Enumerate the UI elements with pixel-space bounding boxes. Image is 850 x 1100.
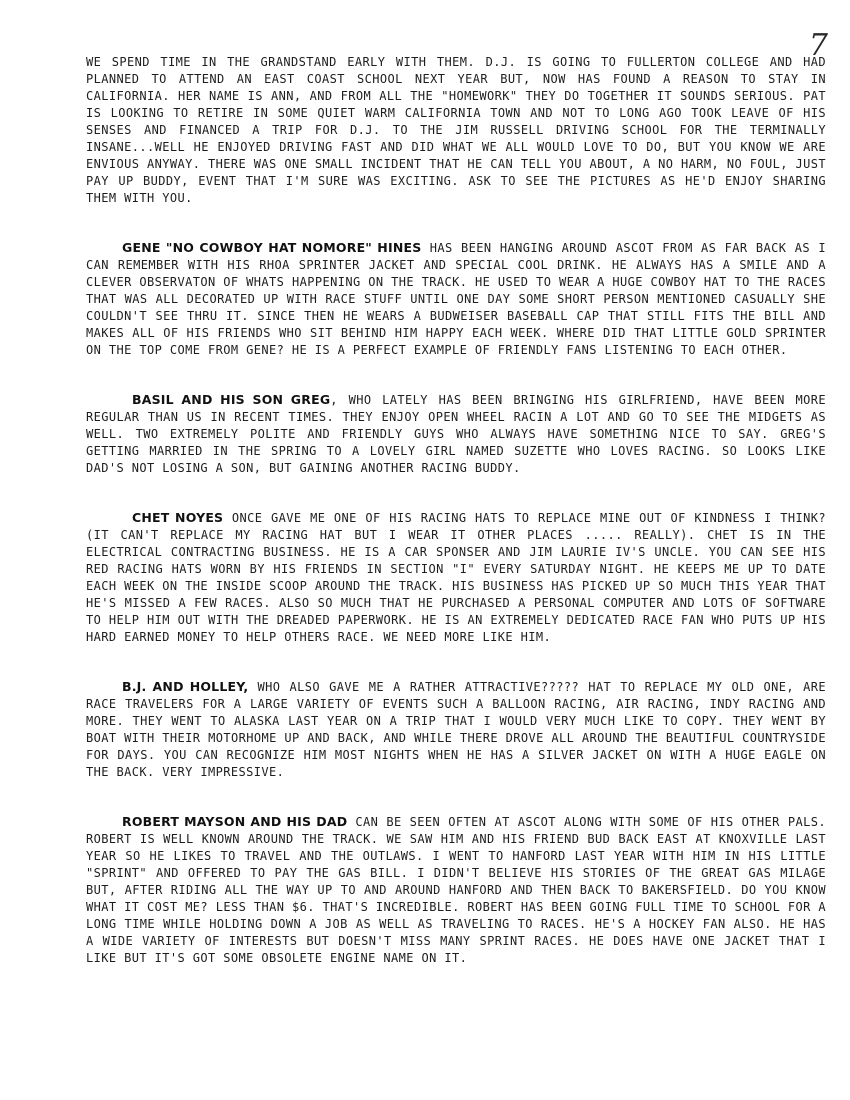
person-name-bj-holley: B.J. AND HOLLEY, [122,679,249,694]
paragraph-basil-greg [86,391,826,477]
person-name-chet-noyes: CHET NOYES [132,510,224,525]
paragraph-dj-pat [86,54,826,207]
paragraph-text: ONCE GAVE ME ONE OF HIS RACING HATS TO REPLACE MINE OUT OF KINDNESS I THINK? (IT CAN'T REPLACE MY RACING HAT BUT I WEAR IT OTHER PLACES ..... REALLY). CHET IS IN THE ELECTRICAL CONTRACTING BUSINESS. HE IS A CAR SPONSER AND JIM LAURIE IV'S UNCLE. YOU CAN SEE HIS RED RACING HATS WORN BY HIS FRIENDS IN SECTION "I" EVERY SATURDAY NIGHT. HE KEEPS ME UP TO DATE EACH WEEK ON THE INSIDE SCOOP AROUND THE TRACK. HIS BUSINESS HAS PICKED UP SO MUCH THIS YEAR THAT HE'S MISSED A FEW RACES. ALSO SO MUCH THAT HE PURCHASED A PERSONAL COMPUTER AND LOTS OF SOFTWARE TO HELP HIM OUT WITH THE DREADED PAPERWORK. HE IS AN EXTREMELY DEDICATED RACE FAN WHO PUTS UP HIS HARD EARNED MONEY TO HELP OTHERS RACE. WE NEED MORE LIKE HIM. [86,511,826,644]
paragraph-text: WHO ALSO GAVE ME A RATHER ATTRACTIVE????? HAT TO REPLACE MY OLD ONE, ARE RACE TRAVELERS FOR A LARGE VARIETY OF EVENTS SUCH A BALLOON RACING, AIR RACING, INDY RACING AND MORE. THEY WENT TO ALASKA LAST YEAR ON A TRIP THAT I WOULD VERY MUCH LIKE TO COPY. THEY WENT BY BOAT WITH THEIR MOTORHOME UP AND BACK, AND WHILE THERE DROVE ALL AROUND THE BEAUTIFUL COUNTRYSIDE FOR DAYS. YOU CAN RECOGNIZE HIM MOST NIGHTS WHEN HE HAS A SILVER JACKET ON WITH A HUGE EAGLE ON THE BACK. VERY IMPRESSIVE. [86,680,826,779]
paragraph-robert-mayson [86,813,826,967]
paragraph-text: WE SPEND TIME IN THE GRANDSTAND EARLY WITH THEM. D.J. IS GOING TO FULLERTON COLLEGE AND HAD PLANNED TO ATTEND AN EAST COAST SCHOOL NEXT YEAR BUT, NOW HAS FOUND A REASON TO STAY IN CALIFORNIA. HER NAME IS ANN, AND FROM ALL THE "HOMEWORK" THEY DO TOGETHER IT SOUNDS SERIOUS. PAT IS LOOKING TO RETIRE IN SOME QUIET WARM CALIFORNIA TOWN AND NOT TO LONG AGO TOOK LEAVE OF HIS SENSES AND FINANCED A TRIP FOR D.J. TO THE JIM RUSSELL DRIVING SCHOOL FOR THE TERMINALLY INSANE...WELL HE ENJOYED DRIVING FAST AND DID WHAT WE ALL WOULD LOVE TO DO, BUT YOU KNOW WE ARE ENVIOUS ANYWAY. THERE WAS ONE SMALL INCIDENT THAT HE CAN TELL YOU ABOUT, A NO HARM, NO FOUL, JUST PAY UP BUDDY, EVENT THAT I'M SURE WAS EXCITING. ASK TO SEE THE PICTURES AS HE'D ENJOY SHARING THEM WITH YOU. [86,55,826,205]
paragraph-text: HAS BEEN HANGING AROUND ASCOT FROM AS FAR BACK AS I CAN REMEMBER WITH HIS RHOA SPRINTER JACKET AND SPECIAL COOL DRINK. HE ALWAYS HAS A SMILE AND A CLEVER OBSERVATON OF WHATS HAPPENING ON THE TRACK. HE USED TO WEAR A HUGE COWBOY HAT TO THE RACES THAT WAS ALL DECORATED UP WITH RACE STUFF UNTIL ONE DAY SOME SHORT PERSON MENTIONED CASUALLY SHE COULDN'T SEE THRU IT. SINCE THEN HE WEARS A BUDWEISER BASEBALL CAP THAT STILL FITS THE BILL AND MAKES ALL OF HIS FRIENDS WHO SIT BEHIND HIM HAPPY EACH WEEK. WHERE DID THAT LITTLE GOLD SPRINTER ON THE TOP COME FROM GENE? HE IS A PERFECT EXAMPLE OF FRIENDLY FANS LISTENING TO EACH OTHER. [86,241,826,357]
paragraph-bj-holley [86,678,826,781]
person-name-basil-greg: BASIL AND HIS SON GREG [132,392,331,407]
paragraph-chet-noyes [86,509,826,646]
page-number: 7 [808,28,828,63]
paragraph-gene-hines [86,239,826,359]
paragraph-text: , WHO LATELY HAS BEEN BRINGING HIS GIRLFRIEND, HAVE BEEN MORE REGULAR THAN US IN RECENT TIMES. THEY ENJOY OPEN WHEEL RACIN A LOT AND GO TO SEE THE MIDGETS AS WELL. TWO EXTREMELY POLITE AND FRIENDLY GUYS WHO ALWAYS HAVE SOMETHING NICE TO SAY. GREG'S GETTING MARRIED IN THE SPRING TO A LOVELY GIRL NAMED SUZETTE WHO LOVES RACING. SO LOOKS LIKE DAD'S NOT LOSING A SON, BUT GAINING ANOTHER RACING BUDDY. [86,393,826,475]
newsletter-body [86,54,826,967]
paragraph-text: CAN BE SEEN OFTEN AT ASCOT ALONG WITH SOME OF HIS OTHER PALS. ROBERT IS WELL KNOWN AROUND THE TRACK. WE SAW HIM AND HIS FRIEND BUD BACK EAST AT KNOXVILLE LAST YEAR SO HE LIKES TO TRAVEL AND THE OUTLAWS. I WENT TO HANFORD LAST YEAR WITH HIM IN HIS LITTLE "SPRINT" AND OFFERED TO PAY THE GAS BILL. I DIDN'T BELIEVE HIS STORIES OF THE GREAT GAS MILAGE BUT, AFTER RIDING ALL THE WAY UP TO AND AROUND HANFORD AND THEN BACK TO BAKERSFIELD. DO YOU KNOW WHAT IT COST ME? LESS THAN $6. THAT'S INCREDIBLE. ROBERT HAS BEEN GOING FULL TIME TO SCHOOL FOR A LONG TIME WHILE HOLDING DOWN A JOB AS WELL AS TRAVELING TO RACES. HE'S A HOCKEY FAN ALSO. HE HAS A WIDE VARIETY OF INTERESTS BUT DOESN'T MISS MANY SPRINT RACES. HE DOES HAVE ONE JACKET THAT I LIKE BUT IT'S GOT SOME OBSOLETE ENGINE NAME ON IT. [86,815,826,965]
person-name-gene-hines: GENE "NO COWBOY HAT NOMORE" HINES [122,240,422,255]
person-name-robert-mayson: ROBERT MAYSON AND HIS DAD [122,814,348,829]
